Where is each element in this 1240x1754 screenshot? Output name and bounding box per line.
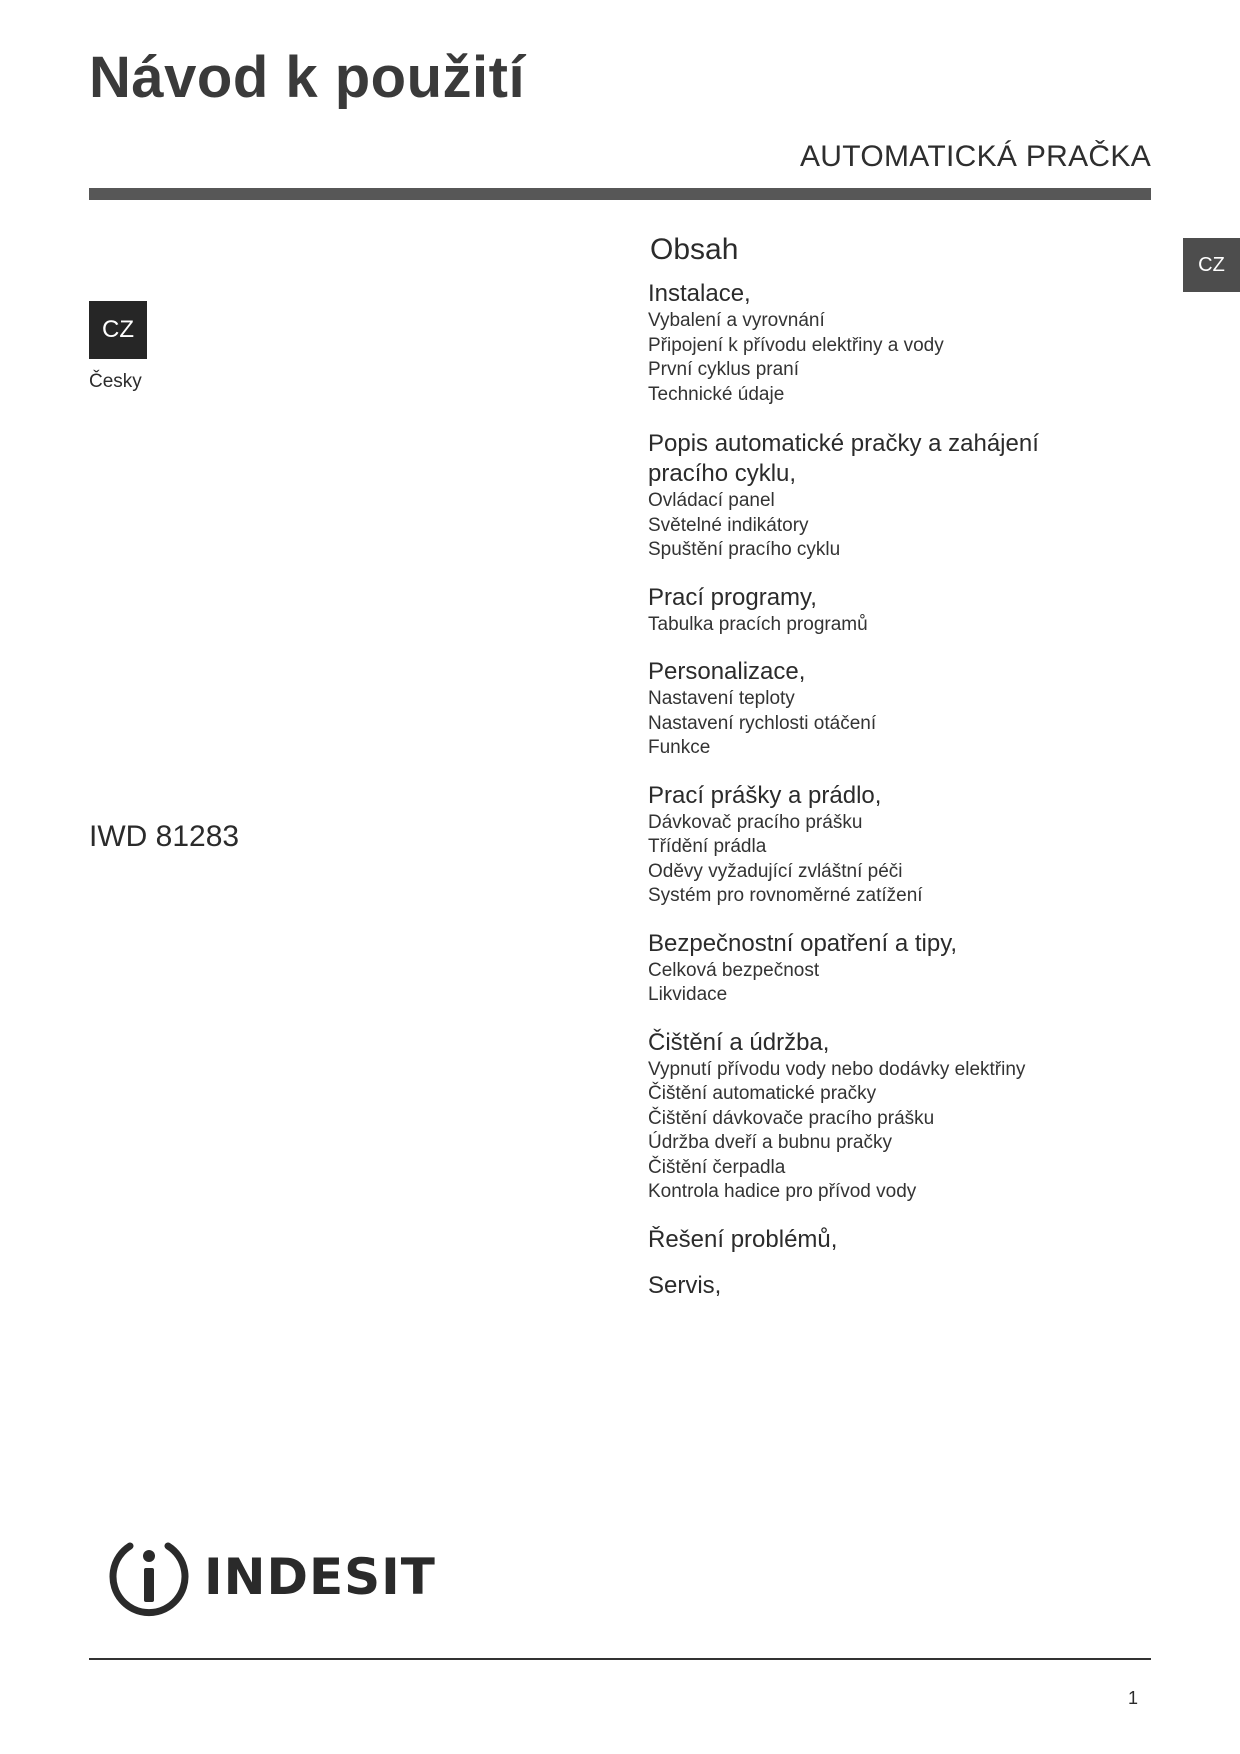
toc-item: Oděvy vyžadující zvláštní péči: [648, 860, 903, 882]
toc-item: Tabulka pracích programů: [648, 613, 868, 635]
toc-section-title: Personalizace,: [648, 658, 806, 685]
header-divider: [89, 188, 1151, 200]
toc-title: Obsah: [650, 233, 739, 266]
model-number: IWD 81283: [89, 820, 240, 853]
toc-section-title: Popis automatické pračky a zahájení pracího cyklu,: [648, 430, 1039, 487]
toc-section-title: Čištění a údržba,: [648, 1028, 830, 1056]
language-label: Česky: [89, 371, 142, 392]
toc-item: Světelné indikátory: [648, 514, 809, 536]
toc-item: Nastavení rychlosti otáčení: [648, 712, 877, 734]
toc-item: Celková bezpečnost: [648, 959, 820, 981]
toc-section-personalization: [648, 657, 1168, 761]
toc-section-title: Servis,: [648, 1271, 722, 1299]
indesit-i-circle-icon: [108, 1536, 190, 1618]
language-badge: CZ: [89, 301, 147, 359]
toc-item: Funkce: [648, 737, 711, 758]
toc-item: Vypnutí přívodu vody nebo dodávky elektřiny: [648, 1058, 1026, 1080]
brand-logo-text: INDESIT: [204, 1548, 436, 1606]
toc-item: Údržba dveří a bubnu pračky: [648, 1132, 892, 1153]
toc-item: Čištění čerpadla: [648, 1156, 786, 1178]
toc-section-title: Prací programy,: [648, 583, 817, 611]
brand-logo: [108, 1536, 436, 1618]
toc-item: Dávkovač pracího prášku: [648, 811, 863, 833]
toc-item: První cyklus praní: [648, 359, 799, 380]
toc-section-installation: [648, 279, 1168, 407]
toc-section-title: Řešení problémů,: [648, 1225, 838, 1253]
toc-item: Čištění dávkovače pracího prášku: [648, 1107, 935, 1129]
toc-section-programs: [648, 583, 1168, 638]
toc-item: Čištění automatické pračky: [648, 1083, 877, 1104]
toc-section-title: Instalace,: [648, 280, 751, 307]
toc-section-description: [648, 429, 1168, 563]
toc-item: Systém pro rovnoměrné zatížení: [648, 885, 923, 906]
toc-section-title: Prací prášky a prádlo,: [648, 781, 882, 809]
toc-item: Spuštění pracího cyklu: [648, 539, 841, 560]
page-number: 1: [1128, 1688, 1139, 1708]
language-side-tab: CZ: [1183, 238, 1240, 292]
toc-item: Ovládací panel: [648, 490, 775, 511]
toc-item: Likvidace: [648, 984, 728, 1005]
toc-item: Připojení k přívodu elektřiny a vody: [648, 334, 944, 356]
toc-item: Technické údaje: [648, 383, 785, 405]
toc-section-title: Bezpečnostní opatření a tipy,: [648, 929, 958, 957]
toc-item: Vybalení a vyrovnání: [648, 310, 825, 331]
toc-item: Nastavení teploty: [648, 688, 795, 709]
toc-section-service: [648, 1271, 1168, 1301]
toc-item: Kontrola hadice pro přívod vody: [648, 1181, 917, 1202]
toc-item: Třídění prádla: [648, 836, 767, 857]
toc-section-troubleshooting: [648, 1225, 1168, 1255]
toc-section-cleaning: [648, 1028, 1168, 1205]
toc-section-safety: [648, 929, 1168, 1008]
page-title: Návod k použití: [89, 45, 526, 110]
product-type-heading: AUTOMATICKÁ PRAČKA: [799, 140, 1151, 173]
table-of-contents: [648, 231, 1168, 1301]
toc-section-detergents: [648, 781, 1168, 909]
footer-divider: [89, 1658, 1151, 1660]
